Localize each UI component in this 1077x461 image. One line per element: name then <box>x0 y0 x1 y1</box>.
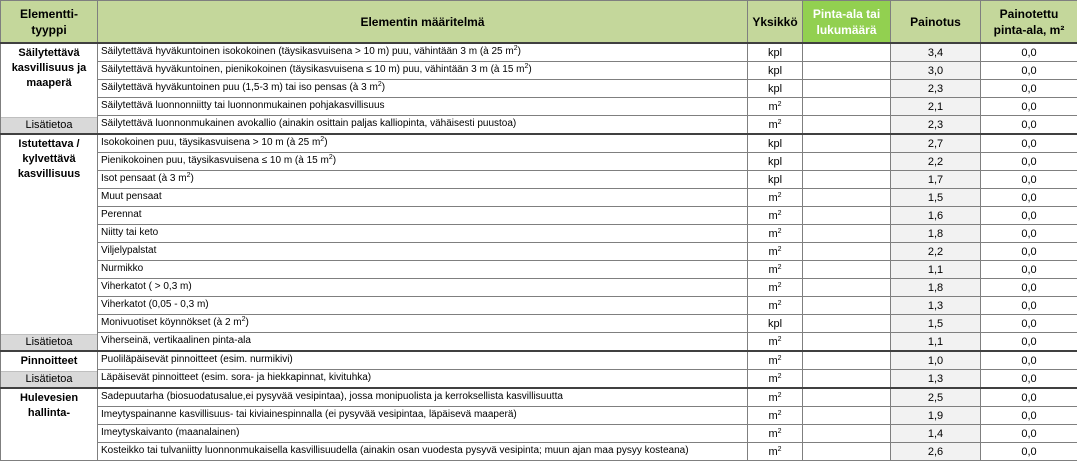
header-element-type[interactable]: Elementti-tyyppi <box>1 1 98 44</box>
weight-cell[interactable]: 1,1 <box>891 261 981 279</box>
header-weight[interactable]: Painotus <box>891 1 981 44</box>
element-type-label: Istutettava / kylvettävä kasvillisuus <box>1 137 97 182</box>
weight-cell[interactable]: 2,7 <box>891 134 981 153</box>
element-definition-cell[interactable]: Isokokoinen puu, täysikasvuisena > 10 m (à 25 $m^2$) <box>98 134 748 153</box>
header-amount[interactable]: Pinta-ala tai lukumäärä <box>803 1 891 44</box>
table-row <box>1 43 1077 62</box>
weighted-area-cell[interactable]: 0,0 <box>981 43 1077 62</box>
element-definition-cell[interactable]: Viherkatot ( > 0,3 m) <box>98 279 748 297</box>
header-weighted-area[interactable]: Painotettu pinta-ala, m² <box>981 1 1077 44</box>
element-definition-cell[interactable]: Säilytettävä hyväkuntoinen isokokoinen (täysikasvuisena > 10 m) puu, vähintään 3 m (à 25 $m^2$) <box>98 43 748 62</box>
amount-input-cell[interactable] <box>803 98 891 116</box>
weighted-area-cell[interactable]: 0,0 <box>981 171 1077 189</box>
unit-cell[interactable]: $m^2$ <box>748 297 803 315</box>
element-definition-cell[interactable]: Nurmikko <box>98 261 748 279</box>
amount-input-cell[interactable] <box>803 116 891 135</box>
weight-cell[interactable]: 3,0 <box>891 62 981 80</box>
table-row <box>1 98 1077 116</box>
element-definition-cell[interactable]: Isot pensaat (à 3 $m^2$) <box>98 171 748 189</box>
element-type-cell-istutettava-kylvettava-kasvillisuus[interactable] <box>1 134 98 351</box>
table-row <box>1 225 1077 243</box>
more-info-button[interactable]: Lisätietoa <box>1 334 97 350</box>
element-definition-cell[interactable]: Puoliläpäisevät pinnoitteet (esim. nurmikivi) <box>98 351 748 370</box>
amount-input-cell[interactable] <box>803 425 891 443</box>
weighted-area-cell[interactable]: 0,0 <box>981 207 1077 225</box>
amount-input-cell[interactable] <box>803 171 891 189</box>
table-row <box>1 153 1077 171</box>
weight-cell[interactable]: 2,6 <box>891 443 981 461</box>
weighted-area-cell[interactable]: 0,0 <box>981 443 1077 461</box>
amount-input-cell[interactable] <box>803 62 891 80</box>
table-row <box>1 333 1077 352</box>
amount-input-cell[interactable] <box>803 297 891 315</box>
table-row <box>1 171 1077 189</box>
weight-cell[interactable]: 2,1 <box>891 98 981 116</box>
unit-cell[interactable]: $m^2$ <box>748 243 803 261</box>
weight-cell[interactable]: 1,3 <box>891 297 981 315</box>
table-row <box>1 425 1077 443</box>
element-type-cell-pinnoitteet[interactable] <box>1 351 98 388</box>
weighted-area-cell[interactable]: 0,0 <box>981 351 1077 370</box>
weight-cell[interactable]: 2,2 <box>891 243 981 261</box>
element-definition-cell[interactable]: Säilytettävä luonnonmukainen avokallio (ainakin osittain paljas kalliopinta, vähäisesti puustoa) <box>98 116 748 135</box>
element-definition-cell[interactable]: Pienikokoinen puu, täysikasvuisena ≤ 10 m (à 15 $m^2$) <box>98 153 748 171</box>
weight-cell[interactable]: 1,4 <box>891 425 981 443</box>
weighted-area-cell[interactable]: 0,0 <box>981 116 1077 135</box>
table-row <box>1 80 1077 98</box>
amount-input-cell[interactable] <box>803 315 891 333</box>
element-definition-cell[interactable]: Viherseinä, vertikaalinen pinta-ala <box>98 333 748 352</box>
table-body <box>1 43 1077 461</box>
amount-input-cell[interactable] <box>803 207 891 225</box>
element-definition-cell[interactable]: Muut pensaat <box>98 189 748 207</box>
table-row <box>1 388 1077 407</box>
element-definition-cell[interactable]: Viherkatot (0,05 - 0,3 m) <box>98 297 748 315</box>
weighted-area-cell[interactable]: 0,0 <box>981 315 1077 333</box>
amount-input-cell[interactable] <box>803 279 891 297</box>
unit-cell[interactable]: $m^2$ <box>748 425 803 443</box>
element-definition-cell[interactable]: Säilytettävä hyväkuntoinen, pienikokoinen (täysikasvuisena ≤ 10 m) puu, vähintään 3 m (à 15 $m^2$) <box>98 62 748 80</box>
amount-input-cell[interactable] <box>803 443 891 461</box>
weight-cell[interactable]: 2,5 <box>891 388 981 407</box>
table-row <box>1 261 1077 279</box>
weight-cell[interactable]: 3,4 <box>891 43 981 62</box>
weighted-area-cell[interactable]: 0,0 <box>981 370 1077 389</box>
table-row <box>1 297 1077 315</box>
unit-cell[interactable]: $m^2$ <box>748 98 803 116</box>
weight-cell[interactable]: 1,3 <box>891 370 981 389</box>
table-row <box>1 134 1077 153</box>
table-row <box>1 62 1077 80</box>
weighted-area-cell[interactable]: 0,0 <box>981 407 1077 425</box>
table-row <box>1 351 1077 370</box>
weight-cell[interactable]: 1,9 <box>891 407 981 425</box>
unit-cell[interactable]: kpl <box>748 153 803 171</box>
amount-input-cell[interactable] <box>803 388 891 407</box>
table-row <box>1 443 1077 461</box>
amount-input-cell[interactable] <box>803 189 891 207</box>
weight-cell[interactable]: 2,3 <box>891 116 981 135</box>
weighted-area-cell[interactable]: 0,0 <box>981 225 1077 243</box>
weight-cell[interactable]: 1,8 <box>891 225 981 243</box>
amount-input-cell[interactable] <box>803 153 891 171</box>
weighted-area-cell[interactable]: 0,0 <box>981 388 1077 407</box>
element-definition-cell[interactable]: Läpäisevät pinnoitteet (esim. sora- ja hiekkapinnat, kivituhka) <box>98 370 748 389</box>
weighted-area-cell[interactable]: 0,0 <box>981 153 1077 171</box>
header-unit[interactable]: Yksikkö <box>748 1 803 44</box>
unit-cell[interactable]: kpl <box>748 43 803 62</box>
weight-cell[interactable]: 2,3 <box>891 80 981 98</box>
amount-input-cell[interactable] <box>803 43 891 62</box>
element-definition-cell[interactable]: Monivuotiset köynnökset (à 2 $m^2$) <box>98 315 748 333</box>
element-definition-cell[interactable]: Imeytyspainanne kasvillisuus- tai kiviainespinnalla (ei pysyvää vesipintaa, läpäisevä maaperä) <box>98 407 748 425</box>
amount-input-cell[interactable] <box>803 261 891 279</box>
table-row <box>1 116 1077 135</box>
table-row <box>1 315 1077 333</box>
weighted-area-cell[interactable]: 0,0 <box>981 333 1077 352</box>
weighted-area-cell[interactable]: 0,0 <box>981 134 1077 153</box>
element-definition-cell[interactable]: Perennat <box>98 207 748 225</box>
weighted-area-cell[interactable]: 0,0 <box>981 425 1077 443</box>
amount-input-cell[interactable] <box>803 351 891 370</box>
unit-cell[interactable]: kpl <box>748 80 803 98</box>
unit-cell[interactable]: kpl <box>748 171 803 189</box>
weight-cell[interactable]: 2,2 <box>891 153 981 171</box>
weighted-area-cell[interactable]: 0,0 <box>981 279 1077 297</box>
element-definition-cell[interactable]: Niitty tai keto <box>98 225 748 243</box>
element-definition-cell[interactable]: Viljelypalstat <box>98 243 748 261</box>
weighted-area-cell[interactable]: 0,0 <box>981 243 1077 261</box>
unit-cell[interactable]: $m^2$ <box>748 351 803 370</box>
weight-cell[interactable]: 1,1 <box>891 333 981 352</box>
weighted-area-cell[interactable]: 0,0 <box>981 80 1077 98</box>
unit-cell[interactable]: kpl <box>748 315 803 333</box>
amount-input-cell[interactable] <box>803 80 891 98</box>
weight-cell[interactable]: 1,5 <box>891 189 981 207</box>
unit-cell[interactable]: kpl <box>748 134 803 153</box>
amount-input-cell[interactable] <box>803 333 891 352</box>
amount-input-cell[interactable] <box>803 407 891 425</box>
weight-cell[interactable]: 1,7 <box>891 171 981 189</box>
unit-cell[interactable]: $m^2$ <box>748 116 803 135</box>
weight-cell[interactable]: 1,6 <box>891 207 981 225</box>
element-definition-cell[interactable]: Sadepuutarha (biosuodatusalue,ei pysyvää vesipintaa), jossa monipuolista ja kerroksellista kasvillisuutta <box>98 388 748 407</box>
element-type-cell-hulevesien-hallinta[interactable] <box>1 388 98 461</box>
header-definition[interactable]: Elementin määritelmä <box>98 1 748 44</box>
element-definition-cell[interactable]: Kosteikko tai tulvaniitty luonnonmukaisella kasvillisuudella (ainakin osan vuodesta pysyvä vesipinta; muun ajan maa pysyy kosteana) <box>98 443 748 461</box>
weighted-area-cell[interactable]: 0,0 <box>981 62 1077 80</box>
header-row <box>1 1 1077 44</box>
weighted-area-cell[interactable]: 0,0 <box>981 261 1077 279</box>
weighted-area-cell[interactable]: 0,0 <box>981 98 1077 116</box>
element-type-label: Pinnoitteet <box>1 354 97 369</box>
table-row <box>1 243 1077 261</box>
unit-cell[interactable]: $m^2$ <box>748 207 803 225</box>
element-type-cell-sailytettava-kasvillisuus-ja-maapera[interactable] <box>1 43 98 134</box>
unit-cell[interactable]: kpl <box>748 62 803 80</box>
table-row <box>1 370 1077 389</box>
amount-input-cell[interactable] <box>803 134 891 153</box>
unit-cell[interactable]: $m^2$ <box>748 370 803 389</box>
more-info-button[interactable]: Lisätietoa <box>1 117 97 133</box>
weighted-area-cell[interactable]: 0,0 <box>981 297 1077 315</box>
table-row <box>1 189 1077 207</box>
element-definition-cell[interactable]: Säilytettävä luonnonniitty tai luonnonmukainen pohjakasvillisuus <box>98 98 748 116</box>
weighted-area-cell[interactable]: 0,0 <box>981 189 1077 207</box>
table-row <box>1 279 1077 297</box>
unit-cell[interactable]: $m^2$ <box>748 225 803 243</box>
unit-cell[interactable]: $m^2$ <box>748 388 803 407</box>
table-row <box>1 207 1077 225</box>
weight-cell[interactable]: 1,0 <box>891 351 981 370</box>
more-info-button[interactable]: Lisätietoa <box>1 371 97 387</box>
weight-cell[interactable]: 1,8 <box>891 279 981 297</box>
amount-input-cell[interactable] <box>803 370 891 389</box>
weight-cell[interactable]: 1,5 <box>891 315 981 333</box>
unit-cell[interactable]: $m^2$ <box>748 261 803 279</box>
unit-cell[interactable]: $m^2$ <box>748 443 803 461</box>
unit-cell[interactable]: $m^2$ <box>748 279 803 297</box>
unit-cell[interactable]: $m^2$ <box>748 333 803 352</box>
element-definition-cell[interactable]: Imeytyskaivanto (maanalainen) <box>98 425 748 443</box>
element-type-label: Hulevesien hallinta- <box>1 391 97 421</box>
element-type-label: Säilytettävä kasvillisuus ja maaperä <box>1 46 97 91</box>
amount-input-cell[interactable] <box>803 225 891 243</box>
unit-cell[interactable]: $m^2$ <box>748 189 803 207</box>
table-row <box>1 407 1077 425</box>
element-definition-cell[interactable]: Säilytettävä hyväkuntoinen puu (1,5-3 m) tai iso pensas (à 3 $m^2$) <box>98 80 748 98</box>
amount-input-cell[interactable] <box>803 243 891 261</box>
unit-cell[interactable]: $m^2$ <box>748 407 803 425</box>
